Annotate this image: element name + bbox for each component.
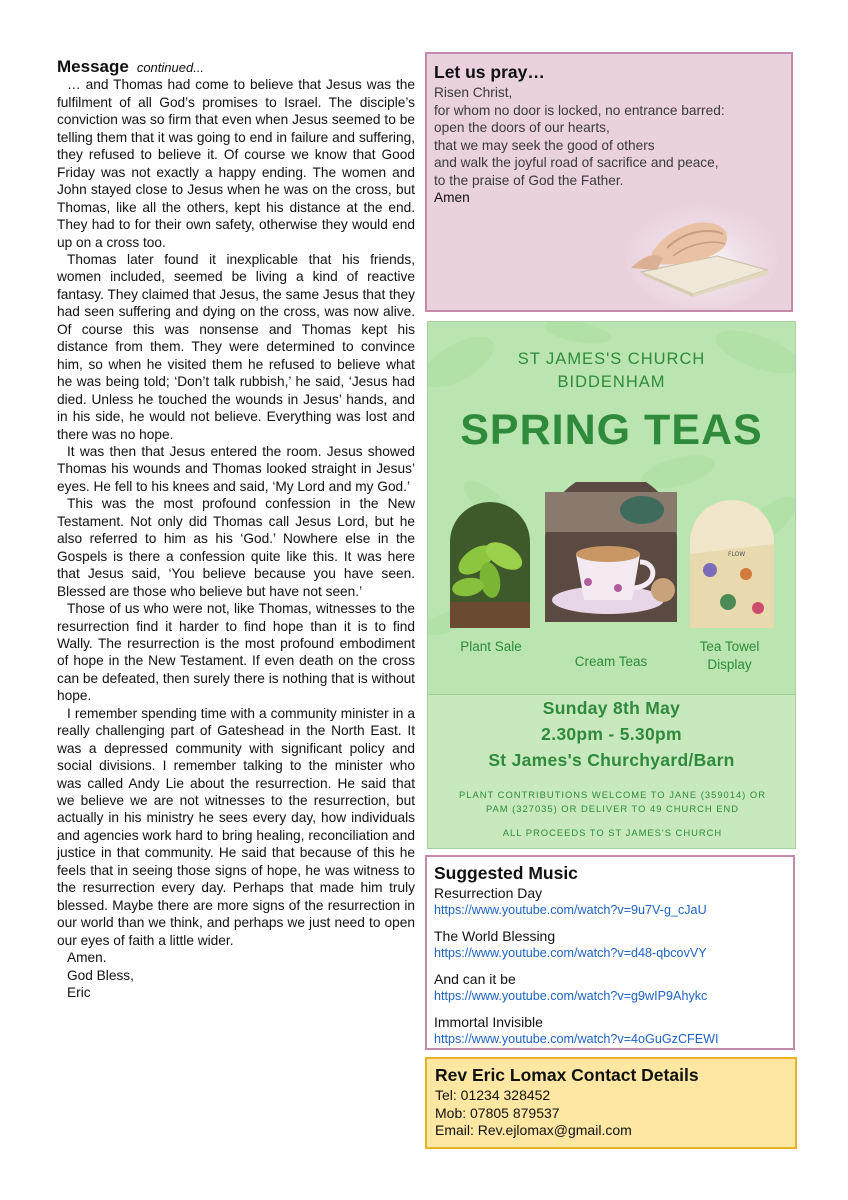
message-paragraph: This was the most profound confession in the New Testament. Not only did Thomas call Jesus Lord, but he also referred to him as his ‘God.’ Nowhere else in the Gospels is there a confession quite like this. It was here that Jesus said, ‘You believe because you have seen. Blessed are those who believe but have not seen.’ bbox=[57, 496, 415, 599]
event-photos bbox=[428, 482, 796, 632]
church-name-line1: ST JAMES'S CHURCH bbox=[517, 350, 706, 368]
contact-email[interactable]: Email: Rev.ejlomax@gmail.com bbox=[435, 1122, 632, 1139]
church-name-line2: BIDDENHAM bbox=[557, 373, 666, 391]
caption-tea-towel-1: Tea Towel bbox=[699, 639, 760, 654]
song-title: And can it be bbox=[434, 971, 516, 987]
message-paragraph: I remember spending time with a community minister in a really challenging part of Gateshead in the North East. It was a depressed community with significant policy and social divisions. I remember talking to the minister who was called Andy Lie about the resurrection. He said that we believe we are not witnesses to the resurrection, but actually in his ministry he sees every day, how individuals and agencies work hard to bring healing, reconciliation and justice in that community. He said that because of this he feels that in seeing those signs of hope, he was witness to the resurrection every day. Perhaps that made him truly blessed. Maybe there are more signs of the resurrection in our world than we think, and perhaps we just need to open our eyes of faith a little wider. bbox=[57, 705, 415, 948]
message-paragraph: Thomas later found it inexplicable that his friends, women included, seemed be living a kind of reactive fantasy. They claimed that Jesus, the same Jesus that they had seen suffering and dying on the cross, was now alive. Of course this was nonsense and Thomas kept his distance from them. They were determined to convince him, so when he visited them he refused to believe what he was being told; ‘Don’t talk rubbish,’ he said, ‘Jesus had died. Unless he touched the wounds in Jesus’ hands, and in his side, he would not believe. Everything was lost and there was no hope. bbox=[57, 251, 415, 442]
song-title: Immortal Invisible bbox=[434, 1014, 543, 1030]
song-link[interactable]: https://www.youtube.com/watch?v=d48-qbcovVY bbox=[434, 946, 707, 960]
caption-tea-towel-2: Display bbox=[707, 657, 752, 672]
praying-hands-image bbox=[627, 198, 777, 308]
message-title: Message bbox=[57, 57, 129, 76]
towel-print-text: FLOW bbox=[728, 551, 746, 558]
prayer-line: to the praise of God the Father. bbox=[434, 172, 624, 188]
contact-tel: Tel: 01234 328452 bbox=[435, 1087, 551, 1103]
plant-photo bbox=[450, 502, 530, 628]
music-title: Suggested Music bbox=[434, 863, 578, 883]
message-paragraph: It was then that Jesus entered the room. Jesus showed Thomas his wounds and Thomas looked straight in Jesus’ eyes. He fell to his knees and said, ‘My Lord and my God.’ bbox=[57, 443, 415, 494]
message-paragraph: Those of us who were not, like Thomas, witnesses to the resurrection find it harder to find hope than it is to find Wally. The resurrection is the most profound embodiment of hope in the New Testament. If even death on the cross can be defeated, then surely there is nothing that is without hope. bbox=[57, 601, 415, 704]
prayer-line: and walk the joyful road of sacrifice and peace, bbox=[434, 155, 719, 170]
song-link[interactable]: https://www.youtube.com/watch?v=4oGuGzCFEWI bbox=[434, 1032, 719, 1046]
event-venue: St James's Churchyard/Barn bbox=[488, 750, 735, 770]
song-title: Resurrection Day bbox=[434, 885, 543, 901]
closing-blessing: God Bless, bbox=[67, 967, 134, 983]
closing-signature: Eric bbox=[67, 985, 91, 1001]
prayer-line: for whom no door is locked, no entrance barred: bbox=[434, 102, 725, 118]
prayer-line: that we may seek the good of others bbox=[434, 137, 655, 153]
contact-title: Rev Eric Lomax Contact Details bbox=[435, 1065, 699, 1085]
event-time: 2.30pm - 5.30pm bbox=[541, 724, 682, 744]
contact-details-box bbox=[425, 1057, 797, 1149]
song-link[interactable]: https://www.youtube.com/watch?v=g9wIP9Ahykc bbox=[434, 989, 708, 1003]
message-heading bbox=[57, 58, 415, 76]
spring-teas-headline: SPRING TEAS bbox=[460, 406, 763, 454]
message-continued: continued... bbox=[136, 60, 205, 75]
spring-teas-poster bbox=[427, 321, 796, 849]
contact-mob: Mob: 07805 879537 bbox=[435, 1104, 560, 1121]
prayer-amen: Amen bbox=[434, 190, 470, 205]
song-link[interactable]: https://www.youtube.com/watch?v=9u7V-g_cJaU bbox=[434, 903, 707, 917]
closing-amen: Amen. bbox=[67, 950, 107, 966]
prayer-line: open the doors of our hearts, bbox=[434, 120, 610, 135]
message-paragraph: … and Thomas had come to believe that Jesus was the fulfilment of all God’s promises to Israel. The disciple’s conviction was so firm that even when Jesus seemed to be telling them that it was going to end in failure and suffering, they refused to believe it. Of course we know that Good Friday was not exactly a happy ending. The women and John stayed close to Jesus when he was on the cross, but Thomas, like all the others, kept his distance at the end. They had to for their own safety, otherwise they would end up on a cross too. bbox=[57, 77, 415, 250]
event-date: Sunday 8th May bbox=[542, 698, 681, 718]
plant-contributions-note: PLANT CONTRIBUTIONS WELCOME TO JANE (359014) OR PAM (327035) OR DELIVER TO 49 CHURCH END bbox=[459, 789, 766, 814]
tea-towel-photo bbox=[690, 500, 774, 628]
prayer-box bbox=[425, 52, 793, 312]
suggested-music-box bbox=[425, 855, 795, 1050]
caption-cream-teas: Cream Teas bbox=[574, 654, 648, 669]
prayer-title: Let us pray… bbox=[434, 62, 545, 82]
proceeds-note: ALL PROCEEDS TO ST JAMES'S CHURCH bbox=[502, 827, 723, 838]
song-title: The World Blessing bbox=[434, 928, 556, 944]
poster-divider bbox=[428, 694, 795, 695]
caption-plant-sale: Plant Sale bbox=[460, 639, 522, 654]
cream-tea-photo bbox=[545, 482, 677, 622]
prayer-line: Risen Christ, bbox=[434, 85, 513, 100]
message-column bbox=[57, 58, 415, 1001]
